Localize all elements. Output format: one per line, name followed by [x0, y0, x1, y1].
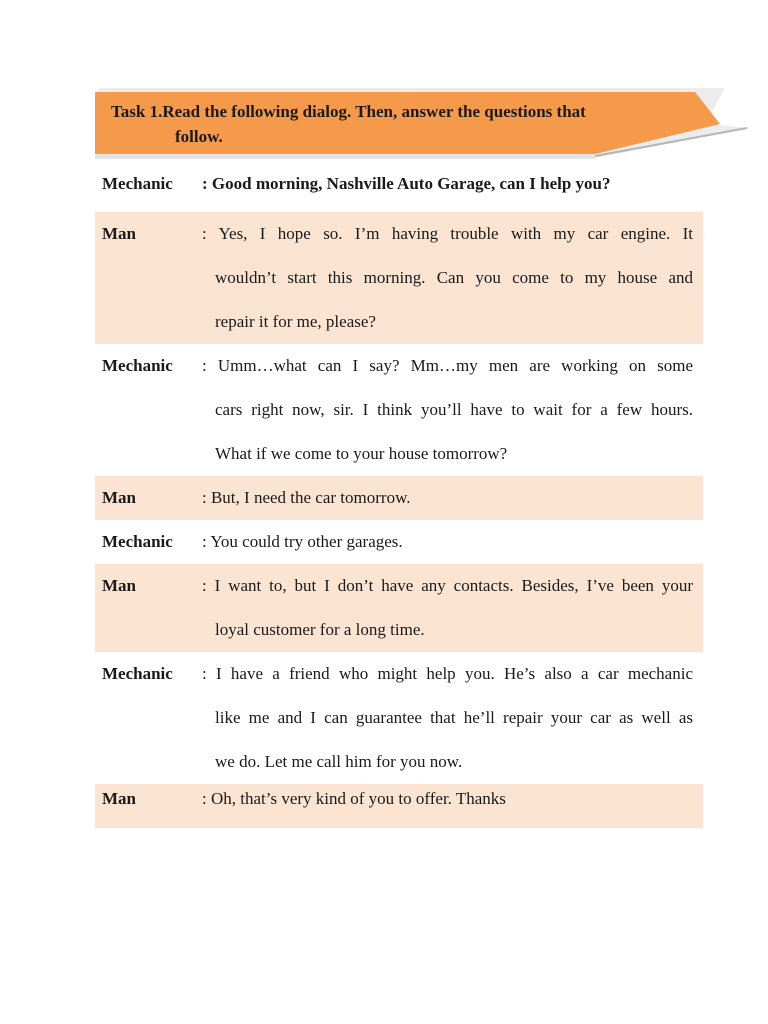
- speech-line: repair it for me, please?: [215, 312, 376, 331]
- dialog-row: [95, 652, 703, 784]
- speaker-label: Man: [102, 224, 136, 243]
- dialog-row: [95, 564, 703, 652]
- dialog-row: [95, 520, 703, 564]
- speaker-label: Man: [102, 488, 136, 507]
- speech-line: we do. Let me call him for you now.: [215, 752, 463, 771]
- speaker-label: Man: [102, 789, 136, 808]
- speech-line: like me and I can guarantee that he’ll repair your car as well as: [215, 708, 693, 727]
- speech-line: What if we come to your house tomorrow?: [215, 444, 508, 463]
- speech-line: : I want to, but I don’t have any contacts. Besides, I’ve been your: [202, 576, 693, 595]
- dialog-row: [95, 784, 703, 828]
- speaker-label: Mechanic: [102, 356, 173, 375]
- dialog-row: [95, 476, 703, 520]
- speech-text: [202, 652, 703, 784]
- speaker-label: Mechanic: [102, 532, 173, 551]
- speaker-label: Man: [102, 576, 136, 595]
- speech-text: [202, 520, 703, 564]
- speech-line: : Umm…what can I say? Mm…my men are working on some: [202, 356, 693, 375]
- speech-text: [202, 344, 703, 476]
- speech-line: : Oh, that’s very kind of you to offer. Thanks: [202, 789, 506, 808]
- speech-line: : You could try other garages.: [202, 532, 403, 551]
- speech-line: cars right now, sir. I think you’ll have to wait for a few hours.: [215, 400, 693, 419]
- dialog-row: [95, 168, 703, 212]
- dialog-table: [95, 168, 703, 828]
- dialog-row: [95, 344, 703, 476]
- speech-text: [202, 784, 703, 828]
- speech-text: [202, 168, 703, 212]
- speaker-label: Mechanic: [102, 664, 173, 683]
- speaker-label: Mechanic: [102, 174, 173, 193]
- task-title-line1: Task 1.Read the following dialog. Then, answer the questions that: [111, 102, 586, 121]
- speech-line: loyal customer for a long time.: [215, 620, 425, 639]
- dialog-row: [95, 212, 703, 344]
- speech-line: : Good morning, Nashville Auto Garage, can I help you?: [202, 174, 611, 193]
- speech-line: : I have a friend who might help you. He’s also a car mechanic: [202, 664, 693, 683]
- speech-line: : Yes, I hope so. I’m having trouble with my car engine. It: [202, 224, 693, 243]
- task-banner: [95, 88, 755, 168]
- speech-line: : But, I need the car tomorrow.: [202, 488, 411, 507]
- task-title-line2: follow.: [175, 127, 223, 146]
- task-title: [111, 99, 671, 149]
- speech-text: [202, 476, 703, 520]
- speech-text: [202, 564, 703, 652]
- speech-text: [202, 212, 703, 344]
- speech-line: wouldn’t start this morning. Can you come to my house and: [215, 268, 693, 287]
